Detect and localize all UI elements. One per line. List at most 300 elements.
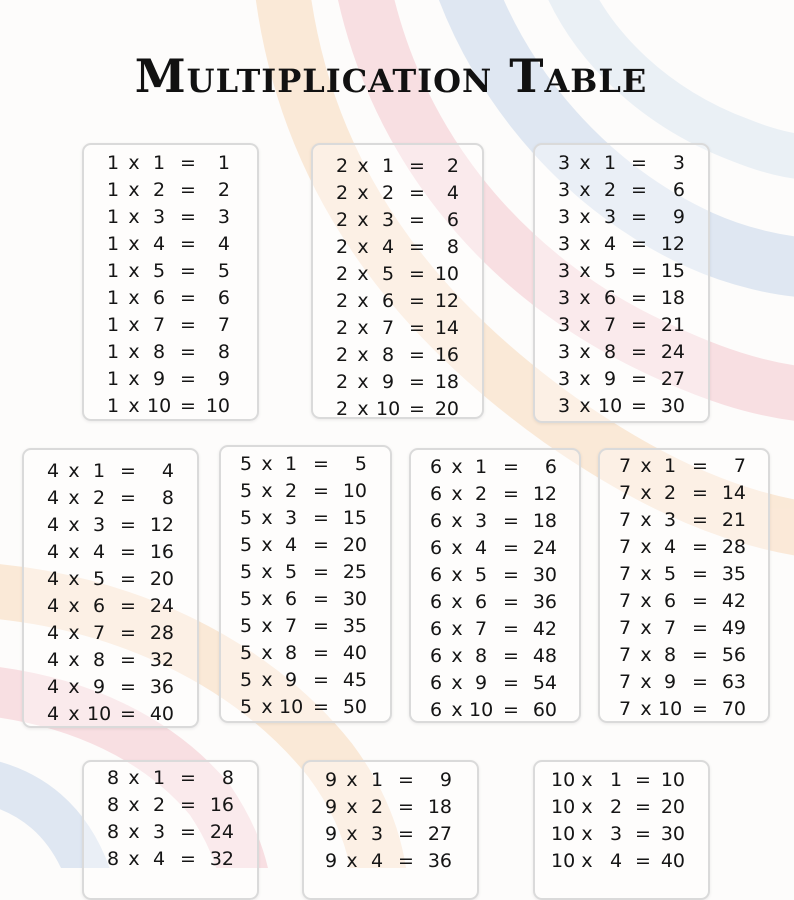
multiplier: 7 (381, 317, 395, 339)
multiplier: 3 (603, 206, 617, 228)
equals-sign: = (503, 591, 519, 613)
multiplier: 10 (469, 699, 494, 721)
multiplier: 6 (284, 588, 298, 610)
times-sign: x (451, 699, 463, 721)
times-sign: x (128, 341, 140, 363)
multiplier: 4 (284, 534, 298, 556)
product: 15 (342, 507, 367, 529)
multiplicand: 10 (551, 823, 576, 845)
equals-sign: = (180, 395, 196, 417)
product: 50 (342, 696, 367, 718)
times-sign: x (346, 769, 358, 791)
multiplicand: 4 (46, 541, 60, 563)
product: 40 (342, 642, 367, 664)
equals-sign: = (313, 534, 329, 556)
multiplier: 8 (152, 341, 166, 363)
times-sign: x (261, 534, 273, 556)
table-8-row (82, 819, 259, 846)
multiplier: 7 (152, 314, 166, 336)
table-1-row (82, 366, 259, 393)
arc-band-left-blue (0, 780, 90, 868)
product: 2 (446, 155, 459, 177)
multiplier: 1 (152, 152, 166, 174)
equals-sign: = (503, 456, 519, 478)
times-sign: x (346, 823, 358, 845)
table-3-row (533, 393, 710, 420)
multiplier: 10 (87, 703, 112, 725)
multiplicand: 6 (429, 564, 443, 586)
multiplicand: 6 (429, 618, 443, 640)
multiplier: 3 (152, 821, 166, 843)
times-sign: x (579, 206, 591, 228)
times-sign: x (451, 618, 463, 640)
multiplier: 8 (663, 644, 677, 666)
times-sign: x (451, 591, 463, 613)
product: 1 (217, 152, 230, 174)
product: 10 (660, 769, 685, 791)
multiplier: 4 (370, 850, 384, 872)
product: 18 (434, 371, 459, 393)
multiplicand: 4 (46, 514, 60, 536)
multiplier: 4 (152, 848, 166, 870)
multiplicand: 9 (324, 823, 338, 845)
table-5-row (219, 613, 392, 640)
product: 63 (721, 671, 746, 693)
multiplier: 4 (152, 233, 166, 255)
multiplicand: 1 (106, 368, 120, 390)
multiplicand: 4 (46, 568, 60, 590)
product: 54 (532, 672, 557, 694)
multiplier: 4 (474, 537, 488, 559)
table-7-row (598, 453, 770, 480)
product: 40 (660, 850, 685, 872)
multiplicand: 1 (106, 395, 120, 417)
times-sign: x (128, 179, 140, 201)
multiplicand: 7 (618, 590, 632, 612)
multiplicand: 3 (557, 233, 571, 255)
equals-sign: = (631, 314, 647, 336)
times-sign: x (128, 368, 140, 390)
product: 12 (532, 483, 557, 505)
product: 16 (434, 344, 459, 366)
times-sign: x (640, 644, 652, 666)
times-sign: x (579, 287, 591, 309)
table-3-row (533, 285, 710, 312)
multiplicand: 7 (618, 563, 632, 585)
equals-sign: = (120, 460, 136, 482)
multiplicand: 1 (106, 233, 120, 255)
multiplier: 7 (92, 622, 106, 644)
times-sign: x (357, 155, 369, 177)
equals-sign: = (631, 287, 647, 309)
multiplicand: 7 (618, 536, 632, 558)
times-sign: x (68, 568, 80, 590)
multiplier: 8 (92, 649, 106, 671)
multiplier: 4 (663, 536, 677, 558)
multiplicand: 3 (557, 152, 571, 174)
multiplier: 9 (381, 371, 395, 393)
multiplicand: 3 (557, 179, 571, 201)
multiplier: 3 (92, 514, 106, 536)
multiplicand: 2 (335, 290, 349, 312)
table-5-row (219, 505, 392, 532)
table-4-row (22, 566, 199, 593)
multiplier: 10 (376, 398, 401, 420)
multiplicand: 7 (618, 617, 632, 639)
multiplicand: 7 (618, 671, 632, 693)
equals-sign: = (180, 152, 196, 174)
times-sign: x (128, 206, 140, 228)
product: 6 (217, 287, 230, 309)
times-sign: x (640, 482, 652, 504)
product: 21 (660, 314, 685, 336)
multiplicand: 5 (239, 561, 253, 583)
table-5-row (219, 640, 392, 667)
table-6-row (409, 643, 581, 670)
equals-sign: = (180, 314, 196, 336)
product: 12 (660, 233, 685, 255)
table-9-row (302, 848, 479, 875)
multiplier: 2 (381, 182, 395, 204)
table-3-row (533, 231, 710, 258)
times-sign: x (128, 395, 140, 417)
multiplicand: 1 (106, 206, 120, 228)
product: 48 (532, 645, 557, 667)
multiplicand: 4 (46, 703, 60, 725)
equals-sign: = (120, 595, 136, 617)
times-sign: x (581, 796, 593, 818)
equals-sign: = (503, 699, 519, 721)
equals-sign: = (409, 290, 425, 312)
multiplier: 1 (284, 453, 298, 475)
multiplicand: 7 (618, 482, 632, 504)
times-sign: x (451, 645, 463, 667)
multiplicand: 1 (106, 287, 120, 309)
table-7-row (598, 696, 770, 723)
times-sign: x (579, 152, 591, 174)
multiplier: 9 (603, 368, 617, 390)
multiplier: 1 (603, 152, 617, 174)
multiplier: 3 (663, 509, 677, 531)
table-1-row (82, 177, 259, 204)
multiplier: 8 (381, 344, 395, 366)
multiplier: 3 (284, 507, 298, 529)
multiplicand: 2 (335, 182, 349, 204)
product: 16 (209, 794, 234, 816)
multiplier: 3 (381, 209, 395, 231)
product: 40 (149, 703, 174, 725)
equals-sign: = (180, 179, 196, 201)
times-sign: x (261, 588, 273, 610)
table-2-row (311, 261, 484, 288)
times-sign: x (357, 182, 369, 204)
table-6-row (409, 670, 581, 697)
multiplicand: 6 (429, 456, 443, 478)
times-sign: x (640, 536, 652, 558)
multiplier: 2 (152, 179, 166, 201)
multiplier: 5 (284, 561, 298, 583)
times-sign: x (128, 233, 140, 255)
times-sign: x (128, 821, 140, 843)
multiplicand: 6 (429, 537, 443, 559)
multiplicand: 9 (324, 769, 338, 791)
table-1-row (82, 393, 259, 420)
times-sign: x (128, 152, 140, 174)
times-sign: x (579, 368, 591, 390)
equals-sign: = (313, 507, 329, 529)
multiplicand: 6 (429, 483, 443, 505)
equals-sign: = (180, 206, 196, 228)
table-4-row (22, 647, 199, 674)
times-sign: x (357, 371, 369, 393)
multiplicand: 3 (557, 368, 571, 390)
multiplicand: 7 (618, 455, 632, 477)
equals-sign: = (180, 341, 196, 363)
equals-sign: = (692, 536, 708, 558)
table-5-row (219, 451, 392, 478)
times-sign: x (128, 260, 140, 282)
table-5-row (219, 532, 392, 559)
table-2-row (311, 396, 484, 423)
multiplier: 1 (381, 155, 395, 177)
multiplicand: 8 (106, 767, 120, 789)
multiplier: 3 (474, 510, 488, 532)
multiplier: 1 (609, 769, 623, 791)
times-sign: x (128, 287, 140, 309)
equals-sign: = (313, 453, 329, 475)
table-4-row (22, 593, 199, 620)
product: 45 (342, 669, 367, 691)
multiplicand: 6 (429, 510, 443, 532)
product: 30 (342, 588, 367, 610)
multiplicand: 9 (324, 796, 338, 818)
times-sign: x (451, 510, 463, 532)
multiplier: 2 (284, 480, 298, 502)
equals-sign: = (503, 483, 519, 505)
product: 21 (721, 509, 746, 531)
multiplicand: 3 (557, 395, 571, 417)
times-sign: x (357, 317, 369, 339)
multiplicand: 5 (239, 588, 253, 610)
multiplier: 4 (609, 850, 623, 872)
product: 18 (660, 287, 685, 309)
multiplicand: 5 (239, 480, 253, 502)
table-6-row (409, 589, 581, 616)
equals-sign: = (120, 514, 136, 536)
multiplier: 7 (663, 617, 677, 639)
product: 20 (660, 796, 685, 818)
multiplicand: 4 (46, 487, 60, 509)
times-sign: x (579, 314, 591, 336)
table-1-row (82, 258, 259, 285)
multiplicand: 3 (557, 260, 571, 282)
table-4-row (22, 485, 199, 512)
multiplier: 2 (609, 796, 623, 818)
product: 25 (342, 561, 367, 583)
table-5-row (219, 694, 392, 721)
table-5-row (219, 478, 392, 505)
equals-sign: = (409, 317, 425, 339)
table-3-row (533, 204, 710, 231)
multiplicand: 1 (106, 152, 120, 174)
equals-sign: = (503, 564, 519, 586)
equals-sign: = (692, 671, 708, 693)
table-4-row (22, 458, 199, 485)
multiplicand: 5 (239, 669, 253, 691)
equals-sign: = (409, 263, 425, 285)
times-sign: x (581, 769, 593, 791)
multiplicand: 10 (551, 769, 576, 791)
multiplicand: 2 (335, 317, 349, 339)
multiplier: 2 (370, 796, 384, 818)
multiplier: 2 (603, 179, 617, 201)
times-sign: x (640, 509, 652, 531)
multiplier: 9 (152, 368, 166, 390)
times-sign: x (357, 263, 369, 285)
times-sign: x (451, 672, 463, 694)
product: 9 (217, 368, 230, 390)
table-10-row (533, 794, 710, 821)
multiplier: 6 (381, 290, 395, 312)
times-sign: x (261, 561, 273, 583)
table-4-row (22, 620, 199, 647)
multiplicand: 5 (239, 507, 253, 529)
table-6-row (409, 697, 581, 724)
times-sign: x (261, 507, 273, 529)
multiplicand: 7 (618, 644, 632, 666)
equals-sign: = (180, 767, 196, 789)
product: 24 (660, 341, 685, 363)
multiplier: 4 (92, 541, 106, 563)
equals-sign: = (120, 568, 136, 590)
table-2-row (311, 288, 484, 315)
product: 5 (354, 453, 367, 475)
equals-sign: = (409, 182, 425, 204)
equals-sign: = (120, 541, 136, 563)
table-3-row (533, 177, 710, 204)
equals-sign: = (398, 796, 414, 818)
multiplicand: 8 (106, 821, 120, 843)
equals-sign: = (180, 821, 196, 843)
product: 24 (209, 821, 234, 843)
multiplier: 9 (474, 672, 488, 694)
equals-sign: = (409, 371, 425, 393)
equals-sign: = (631, 395, 647, 417)
multiplier: 3 (370, 823, 384, 845)
times-sign: x (357, 290, 369, 312)
product: 10 (342, 480, 367, 502)
table-1-row (82, 285, 259, 312)
multiplicand: 9 (324, 850, 338, 872)
product: 3 (672, 152, 685, 174)
equals-sign: = (120, 622, 136, 644)
times-sign: x (346, 850, 358, 872)
times-sign: x (128, 767, 140, 789)
multiplicand: 1 (106, 179, 120, 201)
multiplicand: 7 (618, 509, 632, 531)
times-sign: x (68, 514, 80, 536)
product: 27 (660, 368, 685, 390)
product: 4 (446, 182, 459, 204)
product: 8 (221, 767, 234, 789)
multiplicand: 6 (429, 699, 443, 721)
equals-sign: = (120, 703, 136, 725)
product: 7 (733, 455, 746, 477)
equals-sign: = (692, 563, 708, 585)
equals-sign: = (692, 455, 708, 477)
product: 8 (217, 341, 230, 363)
times-sign: x (579, 233, 591, 255)
times-sign: x (581, 850, 593, 872)
multiplicand: 6 (429, 591, 443, 613)
equals-sign: = (631, 368, 647, 390)
table-2-row (311, 315, 484, 342)
times-sign: x (68, 487, 80, 509)
equals-sign: = (631, 341, 647, 363)
product: 6 (446, 209, 459, 231)
table-8-row (82, 765, 259, 792)
product: 4 (161, 460, 174, 482)
product: 70 (721, 698, 746, 720)
product: 18 (532, 510, 557, 532)
table-2-row (311, 207, 484, 234)
multiplier: 7 (284, 615, 298, 637)
multiplier: 8 (284, 642, 298, 664)
times-sign: x (68, 541, 80, 563)
product: 24 (532, 537, 557, 559)
table-7-row (598, 480, 770, 507)
multiplier: 4 (603, 233, 617, 255)
multiplicand: 2 (335, 236, 349, 258)
times-sign: x (451, 564, 463, 586)
multiplicand: 3 (557, 206, 571, 228)
table-3-row (533, 366, 710, 393)
multiplier: 9 (92, 676, 106, 698)
times-sign: x (68, 595, 80, 617)
times-sign: x (451, 483, 463, 505)
multiplicand: 5 (239, 534, 253, 556)
product: 8 (446, 236, 459, 258)
equals-sign: = (180, 368, 196, 390)
times-sign: x (357, 236, 369, 258)
times-sign: x (451, 537, 463, 559)
times-sign: x (357, 209, 369, 231)
multiplier: 8 (474, 645, 488, 667)
times-sign: x (261, 480, 273, 502)
table-1-row (82, 204, 259, 231)
multiplicand: 10 (551, 850, 576, 872)
multiplicand: 2 (335, 263, 349, 285)
multiplicand: 6 (429, 672, 443, 694)
table-9-row (302, 794, 479, 821)
product: 10 (205, 395, 230, 417)
multiplier: 3 (152, 206, 166, 228)
table-7-row (598, 534, 770, 561)
times-sign: x (128, 848, 140, 870)
product: 36 (149, 676, 174, 698)
product: 32 (149, 649, 174, 671)
product: 24 (149, 595, 174, 617)
product: 16 (149, 541, 174, 563)
times-sign: x (261, 453, 273, 475)
times-sign: x (579, 260, 591, 282)
times-sign: x (68, 649, 80, 671)
equals-sign: = (398, 769, 414, 791)
equals-sign: = (180, 287, 196, 309)
multiplicand: 5 (239, 696, 253, 718)
table-7-row (598, 615, 770, 642)
equals-sign: = (635, 850, 651, 872)
